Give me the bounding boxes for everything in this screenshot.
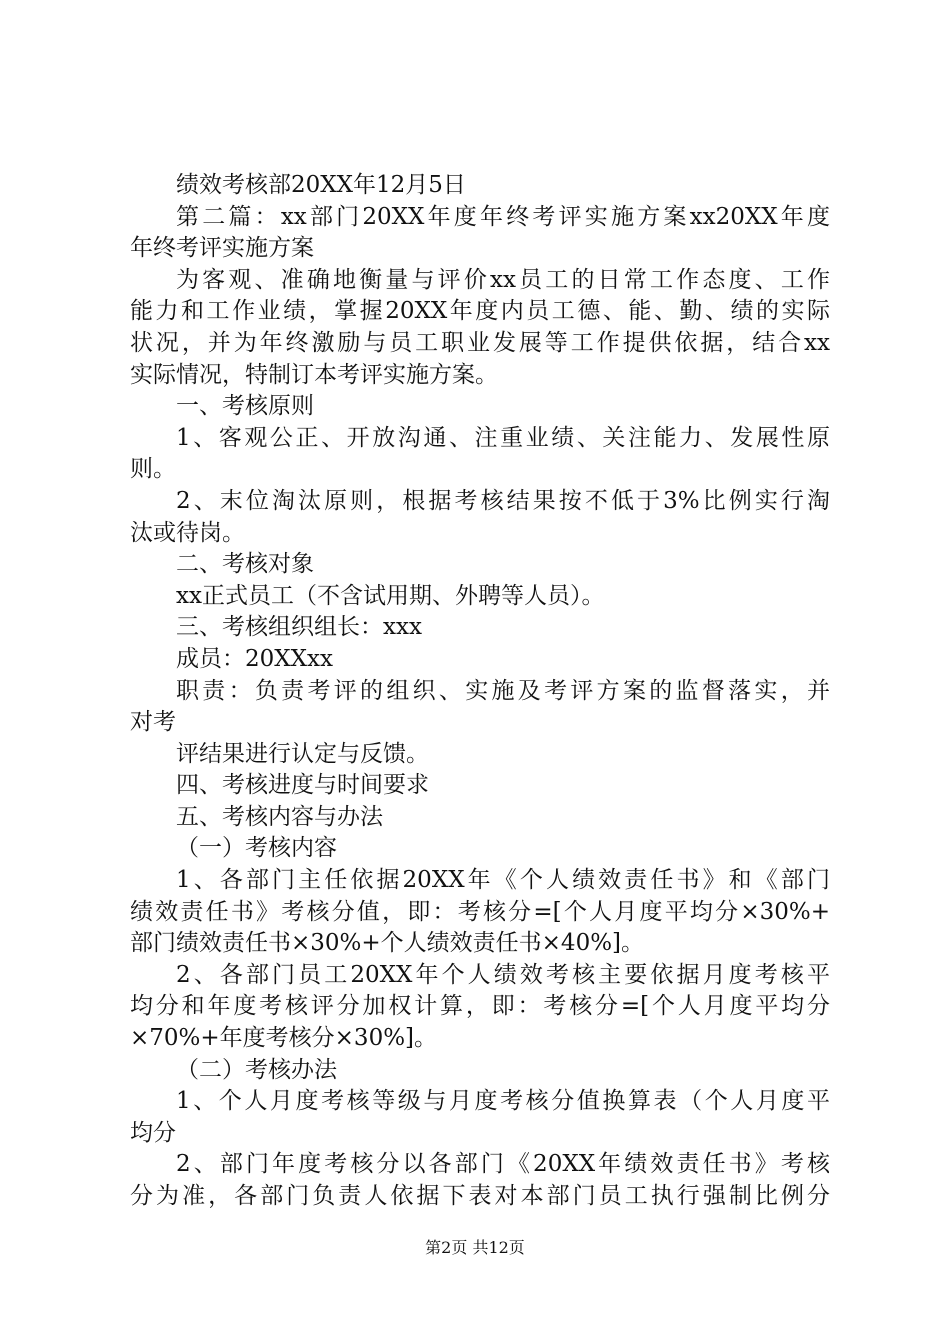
- text-line: 绩效考核部20XX年12月5日: [176, 172, 466, 198]
- text-line: 均分和年度考核评分加权计算，即：考核分=[个人月度平均分: [130, 993, 830, 1020]
- text-line: 五、考核内容与办法: [176, 803, 383, 830]
- text-line: 职责：负责考评的组织、实施及考评方案的监督落实，并: [176, 677, 830, 704]
- text-line: 四、考核进度与时间要求: [176, 772, 429, 799]
- text-line: 2、末位淘汰原则，根据考核结果按不低于3%比例实行淘: [176, 487, 830, 514]
- text-line: 均分: [130, 1119, 176, 1146]
- text-line: 为客观、准确地衡量与评价xx员工的日常工作态度、工作: [176, 266, 830, 293]
- text-line: 一、考核原则: [176, 393, 314, 420]
- text-line: 评结果进行认定与反馈。: [176, 740, 429, 767]
- text-line: 2、部门年度考核分以各部门《20XX年绩效责任书》考核: [176, 1151, 830, 1178]
- document-body: [130, 170, 830, 1213]
- text-line: 则。: [130, 456, 176, 483]
- page-footer: 第2页 共12页: [425, 1238, 525, 1257]
- text-line: 汰或待岗。: [130, 519, 245, 546]
- text-line: 1、客观公正、开放沟通、注重业绩、关注能力、发展性原: [176, 424, 830, 451]
- text-line: 分为准，各部门负责人依据下表对本部门员工执行强制比例分: [130, 1183, 830, 1209]
- text-line: 1、各部门主任依据20XX年《个人绩效责任书》和《部门: [176, 867, 830, 894]
- text-line: 能力和工作业绩，掌握20XX年度内员工德、能、勤、绩的实际: [130, 298, 830, 325]
- text-line: 二、考核对象: [176, 551, 314, 578]
- text-line: （一）考核内容: [176, 835, 337, 862]
- text-line: 成员：20XXxx: [176, 645, 333, 672]
- text-line: 绩效责任书》考核分值，即：考核分=[个人月度平均分×30%+: [130, 898, 830, 925]
- text-line: xx正式员工（不含试用期、外聘等人员）。: [176, 582, 605, 609]
- text-line: 1、个人月度考核等级与月度考核分值换算表（个人月度平: [176, 1088, 830, 1115]
- text-line: 年终考评实施方案: [130, 235, 314, 262]
- text-line: 第二篇：xx部门20XX年度年终考评实施方案xx20XX年度: [176, 203, 830, 230]
- text-line: 对考: [130, 709, 176, 736]
- text-line: ×70%+年度考核分×30%]。: [130, 1025, 438, 1052]
- text-line: 三、考核组织组长：xxx: [176, 614, 422, 641]
- text-line: 部门绩效责任书×30%+个人绩效责任书×40%]。: [130, 930, 645, 957]
- text-line: 实际情况，特制订本考评实施方案。: [130, 361, 498, 388]
- text-line: 2、各部门员工20XX年个人绩效考核主要依据月度考核平: [176, 961, 830, 988]
- text-line: 状况，并为年终激励与员工职业发展等工作提供依据，结合xx: [130, 329, 830, 356]
- text-line: （二）考核办法: [176, 1056, 337, 1083]
